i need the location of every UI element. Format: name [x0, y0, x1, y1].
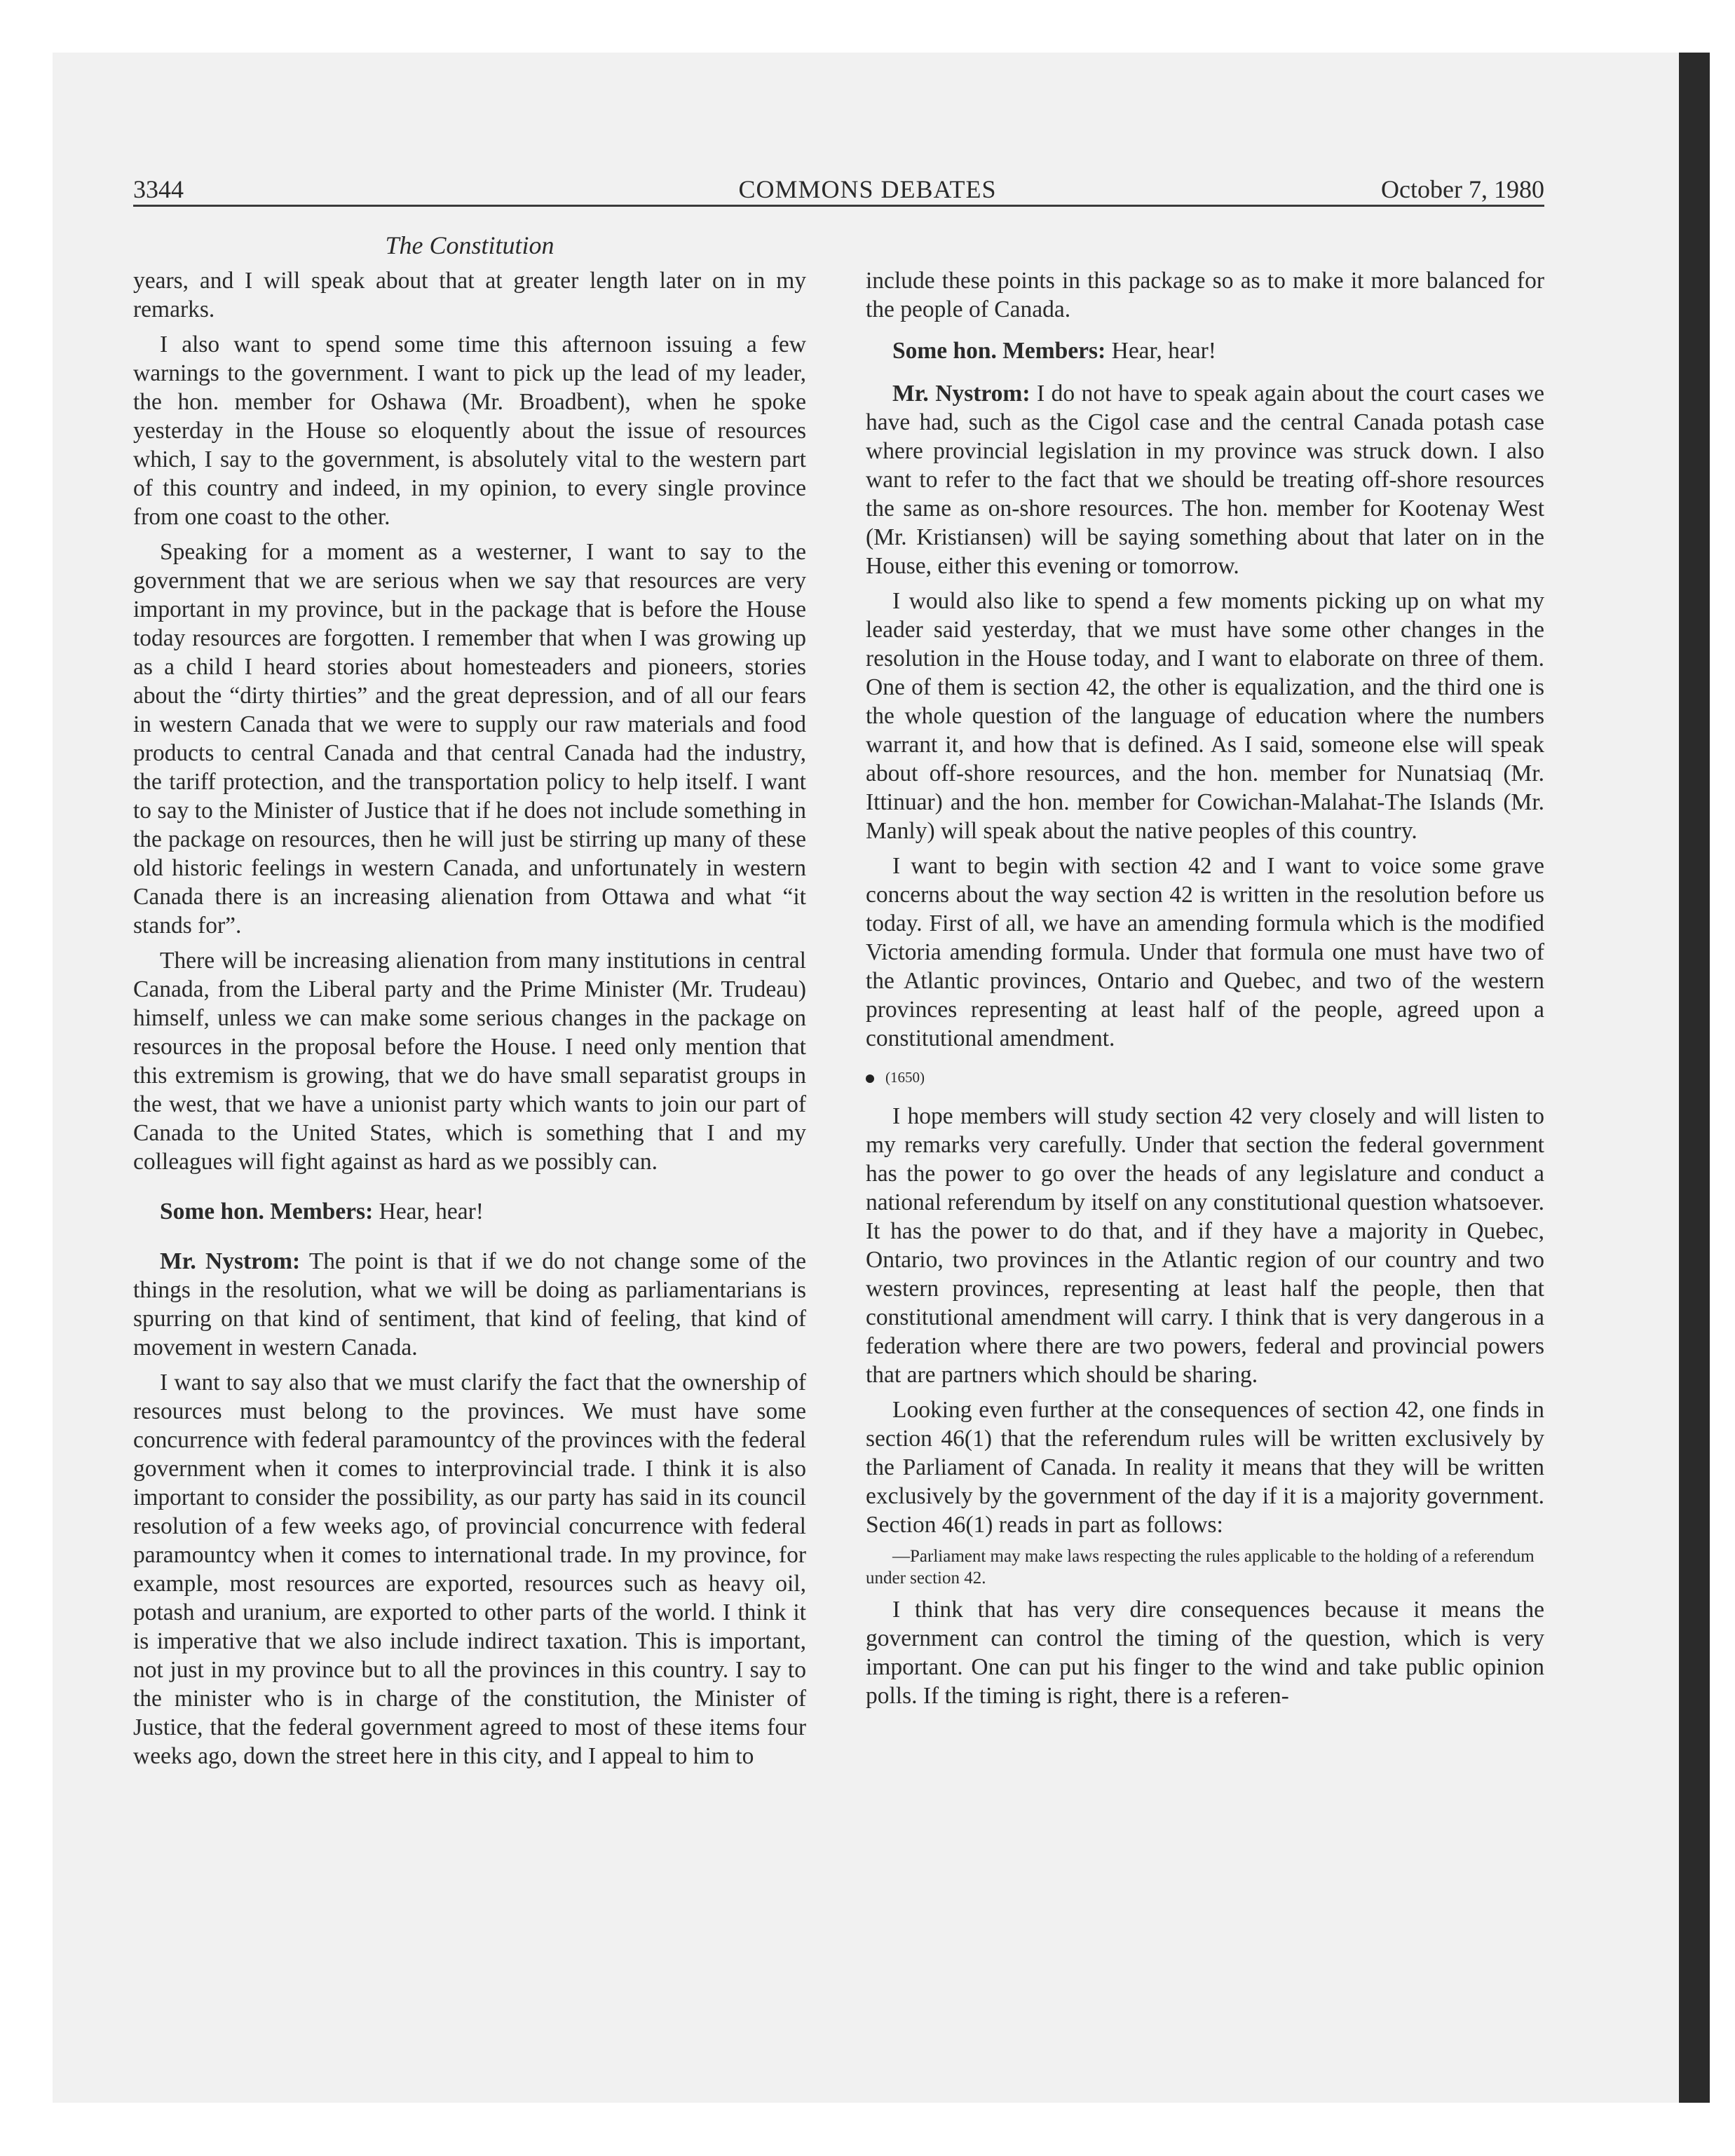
- section-title: The Constitution: [385, 231, 554, 259]
- left-column: [133, 266, 806, 1777]
- paragraph: Looking even further at the consequences of section 42, one finds in section 46(1) that the referendum rules will be written exclusively by the Parliament of Canada. In reality it means that they will be written exclusively by the government of the day if it is a majority government. Section 46(1) reads in part as follows:: [866, 1397, 1544, 1538]
- speaker-name: Some hon. Members:: [160, 1199, 374, 1224]
- header-date: October 7, 1980: [1381, 175, 1544, 203]
- speaker-name: Mr. Nystrom:: [160, 1248, 301, 1274]
- header-rule: [133, 205, 1544, 207]
- time-label: (1650): [885, 1069, 925, 1086]
- journal-title: COMMONS DEBATES: [738, 175, 997, 203]
- paragraph: I want to say also that we must clarify the fact that the ownership of resources must belong to the provinces. We must have some concurrence with federal paramountcy of the provinces with the federal government when it comes to interprovincial trade. I think it is also important to consider the possibility, as our party has said in its council resolution of a few weeks ago, of provincial concurrence with federal paramountcy when it comes to international trade. In my province, for example, most resources are exported, resources such as heavy oil, potash and uranium, are exported to other parts of the world. I think it is imperative that we also include indirect taxation. This is important, not just in my province but to all the provinces in this country. I say to the minister who is in charge of the constitution, the Minister of Justice, that the federal government agreed to most of these items four weeks ago, down the street here in this city, and I appeal to him to: [133, 1370, 806, 1769]
- time-marker: [866, 1068, 1544, 1086]
- speaker-name: Mr. Nystrom:: [892, 381, 1030, 407]
- paragraph: include these points in this package so as to make it more balanced for the people of Canada.: [866, 268, 1544, 322]
- paragraph: There will be increasing alienation from many institutions in central Canada, from the Liberal party and the Prime Minister (Mr. Trudeau) himself, unless we can make some serious changes in the package on resources in the proposal before the House. I need only mention that this extremism is growing, that we do have small separatist groups in the west, that we have a unionist party which wants to join our part of Canada to the United States, which is something that I and my colleagues will fight against as hard as we possibly can.: [133, 948, 806, 1175]
- scan-edge-shadow: [1679, 53, 1710, 2103]
- paragraph: I also want to spend some time this afternoon issuing a few warnings to the government. I want to pick up the lead of my leader, the hon. member for Oshawa (Mr. Broadbent), when he spoke yesterday in the House so eloquently about the issue of resources which, I say to the government, is absolutely vital to the western part of this country and indeed, in my opinion, to every single province from one coast to the other.: [133, 332, 806, 530]
- bullet-icon: [866, 1074, 874, 1083]
- interjection-text: Hear, hear!: [379, 1199, 484, 1224]
- paragraph: I think that has very dire consequences because it means the government can control the timing of the question, which is very important. One can put his finger to the wind and take public opinion polls. If the timing is right, there is a referen-: [866, 1597, 1544, 1709]
- interjection-text: Hear, hear!: [1111, 338, 1216, 364]
- interjection: [866, 336, 1544, 365]
- speech-paragraph: [866, 379, 1544, 580]
- speech-paragraph: [133, 1247, 806, 1362]
- block-quote: —Parliament may make laws respecting the rules applicable to the holding of a referendum under section 42.: [866, 1547, 1535, 1588]
- speech-text: The point is that if we do not change some of the things in the resolution, what we will be doing as parliamentarians is spurring on that kind of sentiment, that kind of feeling, that kind of movement in western Canada.: [133, 1248, 806, 1360]
- paragraph: I would also like to spend a few moments picking up on what my leader said yesterday, that we must have some other changes in the resolution in the House today, and I want to elaborate on three of them. One of them is section 42, the other is equalization, and the third one is the whole question of the language of education where the numbers warrant it, and how that is defined. As I said, someone else will speak about off-shore resources, and the hon. member for Nunatsiaq (Mr. Ittinuar) and the hon. member for Cowichan-Malahat-The Islands (Mr. Manly) will speak about the native peoples of this country.: [866, 588, 1544, 844]
- interjection: [133, 1197, 806, 1226]
- paragraph: I want to begin with section 42 and I want to voice some grave concerns about the way section 42 is written in the resolution before us today. First of all, we have an amending formula which is the modified Victoria amending formula. Under that formula one must have two of the Atlantic provinces, Ontario and Quebec, and two of the western provinces representing at least half of the people, agreed upon a constitutional amendment.: [866, 853, 1544, 1051]
- scanned-page: [53, 53, 1682, 2103]
- paragraph: Speaking for a moment as a westerner, I want to say to the government that we are serious when we say that resources are very important in my province, but in the package that is before the House today resources are forgotten. I remember that when I was growing up as a child I heard stories about homesteaders and pioneers, stories about the “dirty thirties” and the great depression, and of all our fears in western Canada that we were to supply our raw materials and food products to central Canada and that central Canada had the industry, the tariff protection, and the transportation policy to help itself. I want to say to the Minister of Justice that if he does not include something in the package on resources, then he will just be stirring up many of these old historic feelings in western Canada, and unfortunately in western Canada there is an increasing alienation from Ottawa and what “it stands for”.: [133, 539, 806, 939]
- paragraph: I hope members will study section 42 very closely and will listen to my remarks very carefully. Under that section the federal government has the power to go over the heads of any legislature and conduct a national referendum by itself on any constitutional question whatsoever. It has the power to do that, and if they have a majority in Quebec, Ontario, two provinces in the Atlantic region of our country and two western provinces, representing at least half the people, then that constitutional amendment will carry. I think that is very dangerous in a federation where there are two powers, federal and provincial powers that are partners which should be sharing.: [866, 1103, 1544, 1388]
- paragraph: years, and I will speak about that at greater length later on in my remarks.: [133, 268, 806, 322]
- page-number: 3344: [133, 175, 184, 203]
- speaker-name: Some hon. Members:: [892, 338, 1106, 364]
- right-column: [866, 266, 1544, 1717]
- speech-text: I do not have to speak again about the court cases we have had, such as the Cigol case and the central Canada potash case where provincial legislation in my province was struck down. I also want to refer to the fact that we should be treating off-shore resources the same as on-shore resources. The hon. member for Kootenay West (Mr. Kristiansen) will be saying something about that later on in the House, either this evening or tomorrow.: [866, 381, 1544, 579]
